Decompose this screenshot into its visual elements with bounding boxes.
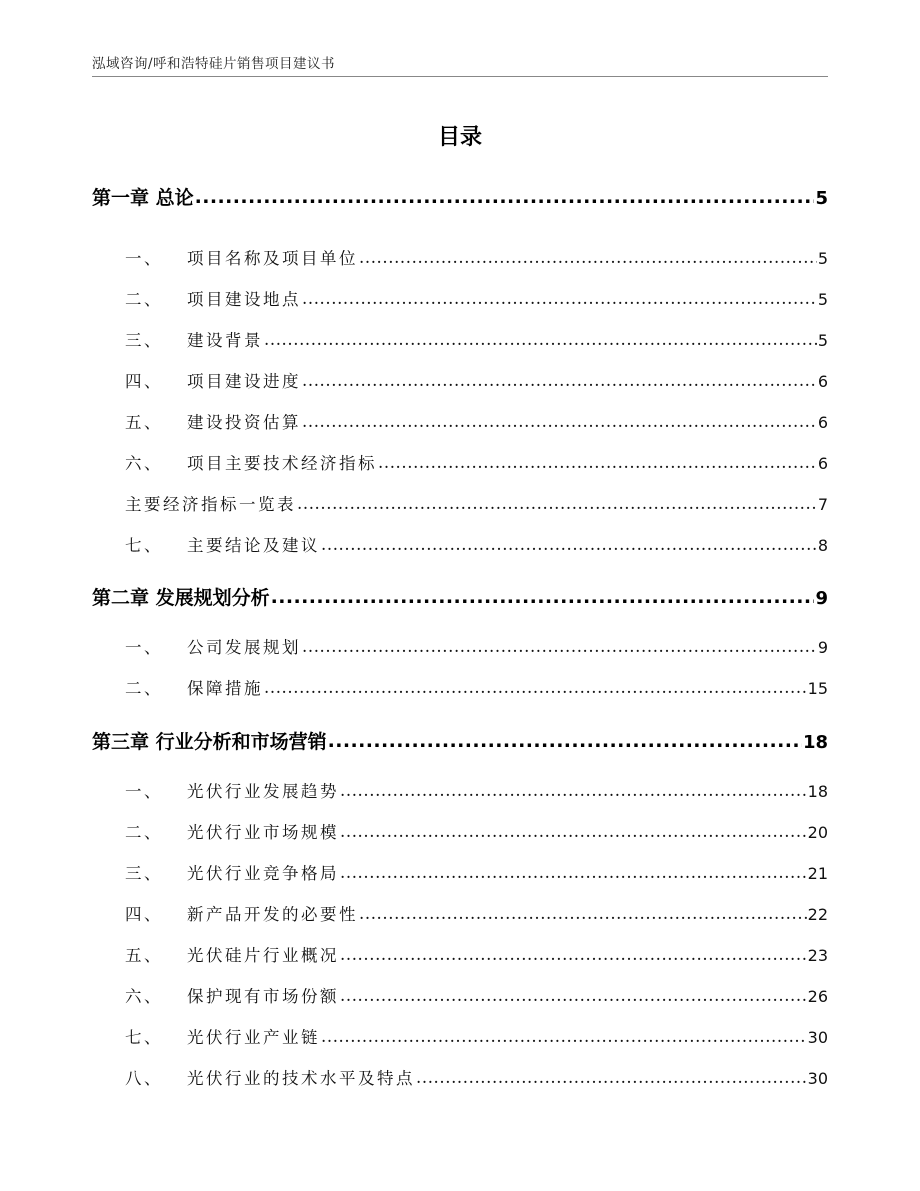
toc-entry-label: 项目名称及项目单位	[187, 249, 358, 268]
toc-page-number: 6	[817, 454, 828, 473]
toc-page-number: 20	[807, 823, 828, 842]
toc-entry-label: 总论	[155, 187, 194, 209]
toc-entry-label: 建设背景	[187, 331, 263, 350]
dot-leader	[378, 453, 817, 472]
toc-section-1-4[interactable]	[125, 368, 828, 392]
toc-entry-number: 六、	[125, 454, 163, 473]
toc-entry-number: 七、	[125, 536, 163, 555]
dot-leader	[302, 289, 817, 308]
toc-section-3-6[interactable]	[125, 983, 828, 1007]
dot-leader	[264, 330, 817, 349]
dot-leader	[264, 678, 807, 697]
toc-page-number: 6	[817, 413, 828, 432]
toc-entry-number: 一、	[125, 782, 163, 801]
toc-page-number: 8	[817, 536, 828, 555]
dot-leader	[297, 494, 817, 513]
toc-page-number: 30	[807, 1028, 828, 1047]
dot-leader	[302, 412, 817, 431]
toc-entry-label: 公司发展规划	[187, 638, 301, 657]
toc-entry-label: 新产品开发的必要性	[187, 905, 358, 924]
dot-leader	[302, 637, 817, 656]
toc-page-number: 9	[817, 638, 828, 657]
toc-entry-label: 光伏硅片行业概况	[187, 946, 339, 965]
toc-section-3-1[interactable]	[125, 778, 828, 802]
toc-entry-number: 三、	[125, 864, 163, 883]
toc-section-3-5[interactable]	[125, 942, 828, 966]
toc-page-number: 21	[807, 864, 828, 883]
toc-entry-number: 三、	[125, 331, 163, 350]
toc-entry-label: 光伏行业市场规模	[187, 823, 339, 842]
toc-entry-number: 五、	[125, 413, 163, 432]
toc-section-3-3[interactable]	[125, 860, 828, 884]
toc-chapter-1[interactable]	[92, 183, 828, 210]
toc-page-number: 7	[817, 495, 828, 514]
toc-entry-number: 第三章	[92, 731, 150, 753]
toc-entry-label: 保护现有市场份额	[187, 987, 339, 1006]
toc-entry-number: 五、	[125, 946, 163, 965]
toc-entry-number: 八、	[125, 1069, 163, 1088]
toc-section-1-3[interactable]	[125, 327, 828, 351]
toc-page-number: 5	[817, 249, 828, 268]
toc-entry-number: 七、	[125, 1028, 163, 1047]
toc-page-number: 5	[817, 331, 828, 350]
dot-leader	[359, 248, 817, 267]
toc-entry-number: 六、	[125, 987, 163, 1006]
dot-leader	[416, 1068, 807, 1087]
toc-section-3-4[interactable]	[125, 901, 828, 925]
toc-entry-label: 光伏行业发展趋势	[187, 782, 339, 801]
dot-leader	[340, 822, 807, 841]
toc-entry-label: 主要经济指标一览表	[125, 495, 296, 514]
dot-leader	[359, 904, 807, 923]
toc-page-number: 26	[807, 987, 828, 1006]
dot-leader	[340, 986, 807, 1005]
toc-entry-label: 光伏行业的技术水平及特点	[187, 1069, 415, 1088]
toc-section-1-5[interactable]	[125, 409, 828, 433]
toc-entry-label: 行业分析和市场营销	[155, 731, 327, 753]
toc-section-3-2[interactable]	[125, 819, 828, 843]
toc-page-number: 22	[807, 905, 828, 924]
dot-leader	[328, 730, 802, 752]
header-divider	[92, 76, 828, 77]
toc-page-number: 5	[815, 188, 828, 209]
toc-entry-label: 项目建设地点	[187, 290, 301, 309]
dot-leader	[340, 781, 807, 800]
toc-page-number: 15	[807, 679, 828, 698]
toc-page-number: 9	[815, 588, 828, 609]
toc-entry-label: 项目建设进度	[187, 372, 301, 391]
toc-page-number: 5	[817, 290, 828, 309]
dot-leader	[195, 186, 815, 208]
toc-entry-number: 四、	[125, 372, 163, 391]
toc-section-1-6[interactable]	[125, 450, 828, 474]
toc-section-2-2[interactable]	[125, 675, 828, 699]
toc-section-1-7[interactable]	[125, 532, 828, 556]
toc-entry-label: 主要结论及建议	[187, 536, 320, 555]
toc-section-3-8[interactable]	[125, 1065, 828, 1089]
dot-leader	[321, 1027, 807, 1046]
dot-leader	[340, 863, 807, 882]
toc-entry-number: 一、	[125, 638, 163, 657]
toc-entry-number: 第二章	[92, 587, 150, 609]
toc-table-entry[interactable]	[125, 491, 828, 515]
dot-leader	[340, 945, 807, 964]
toc-chapter-2[interactable]	[92, 583, 828, 610]
toc-page-number: 30	[807, 1069, 828, 1088]
dot-leader	[321, 535, 817, 554]
page-title: 目录	[437, 125, 482, 150]
toc-entry-number: 第一章	[92, 187, 150, 209]
toc-entry-label: 光伏行业竞争格局	[187, 864, 339, 883]
toc-section-3-7[interactable]	[125, 1024, 828, 1048]
toc-entry-number: 二、	[125, 679, 163, 698]
toc-entry-label: 发展规划分析	[155, 587, 270, 609]
toc-section-2-1[interactable]	[125, 634, 828, 658]
dot-leader	[302, 371, 817, 390]
toc-section-1-2[interactable]	[125, 286, 828, 310]
toc-section-1-1[interactable]	[125, 245, 828, 269]
toc-entry-number: 二、	[125, 823, 163, 842]
toc-page-number: 6	[817, 372, 828, 391]
dot-leader	[271, 586, 815, 608]
toc-entry-label: 项目主要技术经济指标	[187, 454, 377, 473]
toc-chapter-3[interactable]	[92, 727, 828, 754]
toc-entry-number: 四、	[125, 905, 163, 924]
toc-entry-label: 光伏行业产业链	[187, 1028, 320, 1047]
toc-page-number: 18	[802, 732, 828, 753]
toc-page-number: 23	[807, 946, 828, 965]
toc-entry-number: 二、	[125, 290, 163, 309]
running-header: 泓域咨询/呼和浩特硅片销售项目建议书	[92, 56, 336, 72]
toc-entry-label: 建设投资估算	[187, 413, 301, 432]
toc-page-number: 18	[807, 782, 828, 801]
toc-entry-number: 一、	[125, 249, 163, 268]
toc-entry-label: 保障措施	[187, 679, 263, 698]
